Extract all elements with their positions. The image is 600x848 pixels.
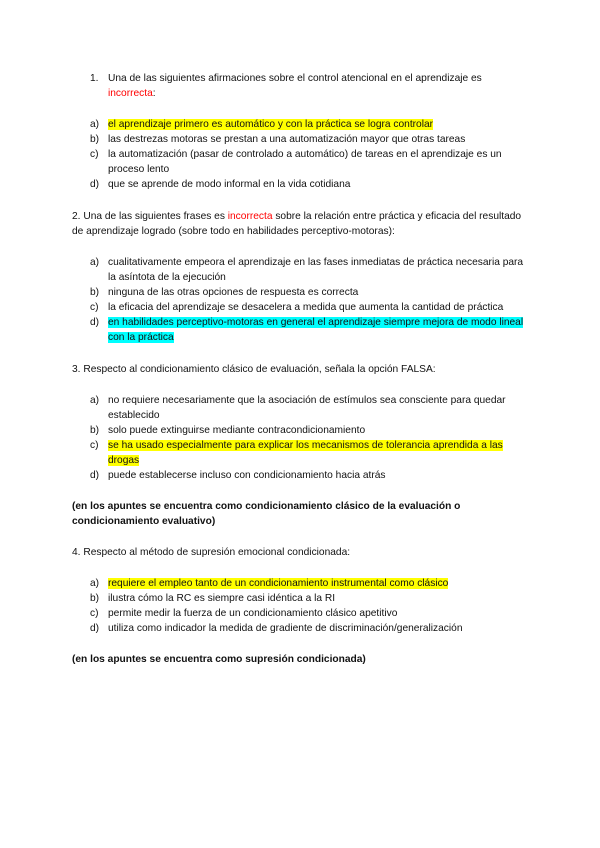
question-number: 1.: [90, 73, 99, 84]
options-list: [72, 117, 532, 192]
question-3: [72, 362, 532, 529]
option-b: b) las destrezas motoras se prestan a una automatización mayor que otras tareas: [90, 134, 466, 145]
document-page: [72, 71, 532, 667]
option-c: c) la automatización (pasar de controlado a automático) de tareas en el aprendizaje es un proceso lento: [90, 149, 502, 175]
option-d: d) que se aprende de modo informal en la vida cotidiana: [90, 179, 351, 190]
question-text: 4. Respecto al método de supresión emocional condicionada:: [72, 547, 351, 558]
option-b: b) solo puede extinguirse mediante contracondicionamiento: [90, 425, 366, 436]
highlighted-answer: se ha usado especialmente para explicar los mecanismos de tolerancia aprendida a las drogas: [108, 440, 503, 466]
options-list: [72, 393, 532, 483]
question-1: [72, 71, 532, 192]
question-text: Una de las siguientes afirmaciones sobre el control atencional en el aprendizaje es incorrecta:: [108, 73, 482, 99]
highlighted-answer: el aprendizaje primero es automático y con la práctica se logra controlar: [108, 119, 434, 130]
option-d: d) utiliza como indicador la medida de gradiente de discriminación/generalización: [90, 623, 463, 634]
question-text: 3. Respecto al condicionamiento clásico de evaluación, señala la opción FALSA:: [72, 364, 436, 375]
option-d: d) puede establecerse incluso con condicionamiento hacia atrás: [90, 470, 386, 481]
question-text: 2. Una de las siguientes frases es incorrecta sobre la relación entre práctica y eficacia del resultado de aprendizaje logrado (sobre todo en habilidades perceptivo-motoras):: [72, 211, 522, 237]
option-c: c) se ha usado especialmente para explicar los mecanismos de tolerancia aprendida a las drogas: [90, 440, 503, 466]
question-2: [72, 209, 532, 345]
question-number: 3.: [72, 364, 81, 375]
option-a: a) cualitativamente empeora el aprendizaje en las fases inmediatas de práctica necesaria para la asíntota de la ejecución: [90, 257, 524, 283]
study-note: (en los apuntes se encuentra como supresión condicionada): [72, 654, 366, 665]
option-d: d) en habilidades perceptivo-motoras en general el aprendizaje siempre mejora de modo lineal con la práctica: [90, 317, 524, 343]
option-c: c) permite medir la fuerza de un condicionamiento clásico apetitivo: [90, 608, 398, 619]
option-a: a) el aprendizaje primero es automático y con la práctica se logra controlar: [90, 119, 434, 130]
option-a: a) no requiere necesariamente que la asociación de estímulos sea consciente para quedar establecido: [90, 395, 506, 421]
options-list: [72, 576, 532, 636]
study-note: (en los apuntes se encuentra como condicionamiento clásico de la evaluación o condicionamiento evaluativo): [72, 501, 461, 527]
option-a: a) requiere el empleo tanto de un condicionamiento instrumental como clásico: [90, 578, 449, 589]
option-c: c) la eficacia del aprendizaje se desacelera a medida que aumenta la cantidad de práctica: [90, 302, 504, 313]
option-b: b) ninguna de las otras opciones de respuesta es correcta: [90, 287, 359, 298]
question-number: 2.: [72, 211, 81, 222]
options-list: [72, 255, 532, 345]
incorrect-keyword: incorrecta: [227, 211, 273, 222]
incorrect-keyword: incorrecta: [108, 88, 153, 99]
highlighted-answer: requiere el empleo tanto de un condicionamiento instrumental como clásico: [108, 578, 449, 589]
question-4: [72, 545, 532, 667]
option-b: b) ilustra cómo la RC es siempre casi idéntica a la RI: [90, 593, 336, 604]
question-number: 4.: [72, 547, 81, 558]
question-1-heading: [72, 71, 532, 101]
highlighted-answer: en habilidades perceptivo-motoras en general el aprendizaje siempre mejora de modo lineal con la práctica: [108, 317, 524, 343]
